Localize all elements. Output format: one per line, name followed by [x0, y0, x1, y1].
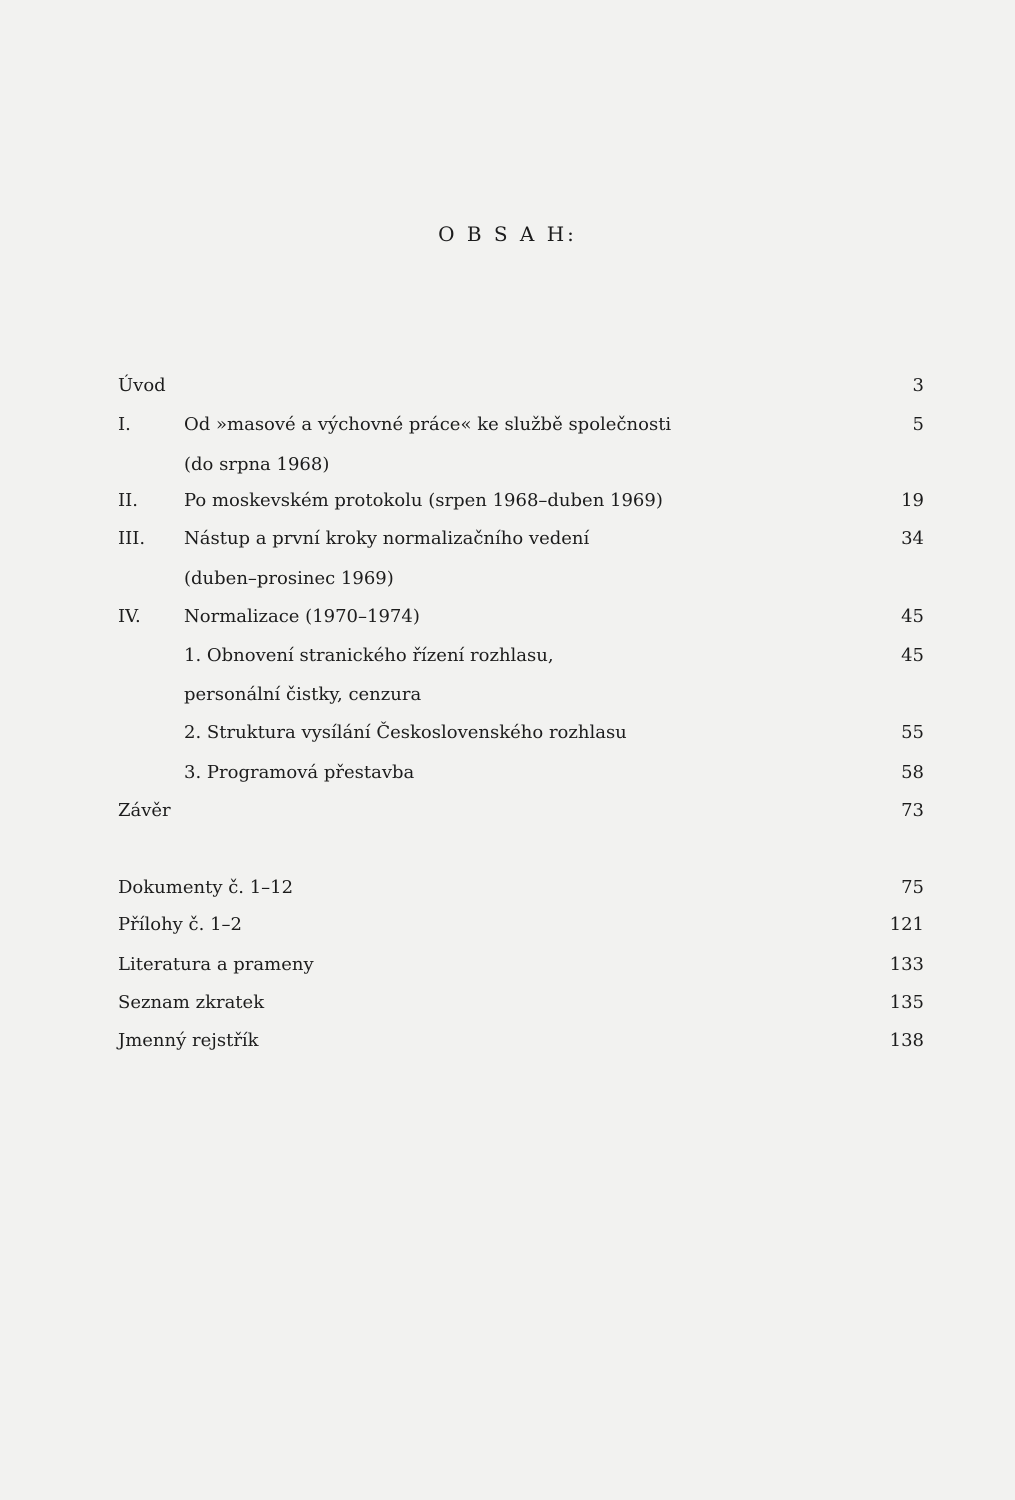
toc-entry-page: 55	[901, 722, 924, 743]
toc-entry-label: 3. Programová přestavba	[184, 762, 415, 783]
toc-entry-page: 5	[912, 414, 924, 435]
toc-entry-number: IV.	[118, 606, 141, 627]
toc-entry-label: Normalizace (1970–1974)	[184, 606, 420, 627]
toc-entry-label: Literatura a prameny	[118, 954, 314, 975]
toc-entry-page: 133	[889, 954, 924, 975]
toc-entry-page: 3	[912, 375, 924, 396]
toc-entry-number: II.	[118, 490, 138, 511]
toc-entry-number: I.	[118, 414, 131, 435]
toc-entry-label: Po moskevském protokolu (srpen 1968–duben 1969)	[184, 490, 663, 511]
toc-entry-label-continued: (do srpna 1968)	[184, 454, 330, 475]
toc-entry-page: 138	[889, 1030, 924, 1051]
toc-entry-page: 121	[889, 914, 924, 935]
toc-entry-page: 58	[901, 762, 924, 783]
toc-entry-label: 1. Obnovení stranického řízení rozhlasu,	[184, 645, 554, 666]
toc-entry-page: 45	[901, 645, 924, 666]
toc-entry-label: Dokumenty č. 1–12	[118, 877, 294, 898]
toc-entry-number: III.	[118, 528, 146, 549]
toc-entry-page: 75	[901, 877, 924, 898]
toc-entry-label: Úvod	[118, 375, 166, 396]
toc-entry-page: 135	[889, 992, 924, 1013]
toc-entry-page: 45	[901, 606, 924, 627]
toc-entry-label: Od »masové a výchovné práce« ke službě společnosti	[184, 414, 672, 435]
toc-entry-label: Nástup a první kroky normalizačního vedení	[184, 528, 590, 549]
toc-entry-label: Přílohy č. 1–2	[118, 914, 242, 935]
toc-entry-page: 34	[901, 528, 924, 549]
toc-entry-page: 19	[901, 490, 924, 511]
toc-entry-label-continued: (duben–prosinec 1969)	[184, 568, 394, 589]
toc-heading: O B S A H:	[438, 222, 577, 246]
toc-entry-label: Závěr	[118, 800, 171, 821]
toc-entry-label-continued: personální čistky, cenzura	[184, 684, 422, 705]
toc-entry-page: 73	[901, 800, 924, 821]
toc-entry-label: Seznam zkratek	[118, 992, 265, 1013]
toc-entry-label: 2. Struktura vysílání Československého rozhlasu	[184, 722, 627, 743]
toc-entry-label: Jmenný rejstřík	[118, 1030, 259, 1051]
